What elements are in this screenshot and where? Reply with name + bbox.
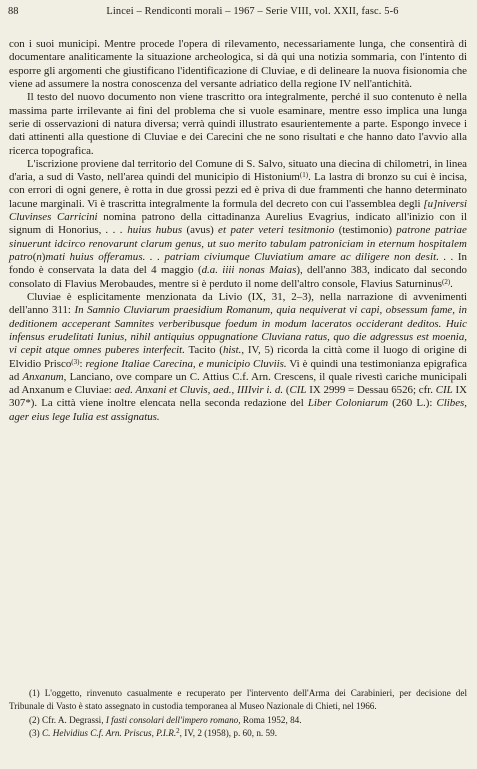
text-run: Tacito (	[184, 344, 223, 357]
text-run: .	[450, 277, 453, 290]
paragraph-1	[9, 38, 467, 91]
inscription-quote: n	[36, 251, 42, 263]
footnote-2	[9, 714, 467, 727]
text-run: Cluviae è esplicitamente menzionata da Livio (IX, 31, 2–3), nella narrazione di avvenimenti dell'anno 311:	[9, 290, 467, 317]
text-run: nomina patrono della cittadinanza Aurelius Evagrius, indicato all'inizio con il signum di Honorius,	[9, 211, 467, 237]
paragraph-1-text: con i suoi municipi. Mentre procede l'opera di rilevamento, necessariamente lunga, che consentirà di documentare analiticamente la situazione archeologica, si dà qui una notizia sommaria, con l'intento di esporre gli argomenti che giustificano l'identificazione di Cluviae, e di delineare la nuova fisionomia che viene ad assumere la nostra conoscenza del versante adriatico della regione IV nell'antichità.	[9, 38, 467, 90]
footnote-title: I fasti consolari dell'impero romano	[105, 714, 239, 725]
text-run: (avus)	[182, 224, 219, 237]
paragraph-3	[9, 158, 467, 291]
footnotes	[9, 687, 467, 741]
page-number: 88	[8, 6, 19, 17]
italic-term: CIL	[289, 384, 307, 397]
footnote-text: , Roma 1952, 84.	[238, 714, 302, 725]
footnote-3	[9, 727, 467, 740]
italic-term: hist.	[222, 344, 242, 357]
text-run: L'iscrizione proviene dal territorio del Comune di S. Salvo, situato una diecina di chilometri, in linea d'aria, a sud di Vasto, nell'area quindi del municipio di Histonium	[9, 157, 467, 184]
footnote-text: (2) Cfr. A. Degrassi,	[29, 714, 106, 725]
footnote-1	[9, 687, 467, 714]
text-run: :	[79, 357, 86, 370]
running-header	[8, 4, 469, 20]
inscription-quote: mati huius offeramus. . . patriam civiumque Cluviatium amare ac diligere non desit. . .	[45, 251, 454, 263]
text-run: IX 307*). La città viene inoltre elencata nella seconda redazione del	[9, 384, 467, 410]
footnote-ref-3: (3)	[71, 357, 80, 366]
footnote-text: , IV, 2 (1958), p. 60, n. 59.	[179, 728, 277, 739]
inscription-quote: . . . huius hubus	[105, 224, 183, 237]
text-run: In fondo è conservata la data del 4 maggio (	[9, 251, 467, 277]
inscription-quote: aed. Anxani et Cluvis, aed., IIIIvir i. d.	[114, 384, 284, 397]
paragraph-4	[9, 291, 467, 424]
inscription-quote: et pater veteri tesitmonio	[218, 224, 335, 237]
footnote-text: (1) L'oggetto, rinvenuto casualmente e recuperato per l'intervento dell'Arma dei Carabinieri, per decisione del Tribunale di Vasto è stato assegnato in custodia temporanea al Museo Nazionale di Chieti, nel 1966.	[9, 688, 467, 712]
footnote-title: C. Helvidius C.f. Arn. Priscus, P.I.R.	[42, 728, 177, 739]
text-run: (	[32, 251, 37, 263]
footnote-text: (3)	[29, 728, 43, 739]
text-run: (	[283, 384, 290, 397]
italic-term: Anxanum	[22, 370, 64, 383]
date-formula: d.a. iiii nonas Maias	[201, 264, 297, 277]
text-run: (testimonio)	[334, 224, 397, 237]
text-run: , IV, 5) ricorda la città come il luogo di origine di Elvidio Prisco	[9, 344, 467, 370]
running-title: Lincei – Rendiconti morali – 1967 – Serie VIII, vol. XXII, fasc. 5-6	[106, 6, 399, 17]
italic-term: CIL	[435, 384, 453, 397]
italic-quote: [u]niversi Cluvinses Carricini	[9, 197, 467, 224]
footnote-ref-1: (1)	[299, 171, 309, 180]
inscription-quote: patrone patriae sinuerunt idcirco renovarunt clarum genus, ut suo merito tabulam patroniciam in eternum hospitalem patro	[9, 224, 467, 263]
tacitus-quote: regione Italiae Carecina, e municipio Cluviis.	[85, 357, 287, 370]
footnote-superscript: 2	[176, 727, 180, 736]
text-run: IX 2999 = Dessau 6526; cfr.	[306, 384, 436, 397]
footnote-ref-2: (2)	[441, 277, 451, 286]
text-run: . La lastra di bronzo su cui è incisa, con errori di ogni genere, è rotta in due grossi pezzi ed è priva di due frammenti che hanno determinato lacune marginali. Vi è trascritta integralmente la formula del decreto con cui l'assemblea degli	[9, 171, 467, 210]
italic-term: Liber Coloniarum	[307, 397, 389, 410]
text-run: )	[41, 251, 46, 263]
livy-quote: In Samnio Cluviarum praesidium Romanum, quia nequiverat vi capi, obsessum fame, in deditionem acceperant Samnites verberibusque foedum in modum laceratos occiderant deditos. Huic infensus erudelitati Iunius, nihil antiquius oppugnatione Cluviana ratus, quo die adgressus est moenia, vi cepit atque omnes puberes interfecit.	[9, 304, 467, 357]
paragraph-2	[9, 91, 467, 158]
text-run: (260 L.):	[388, 397, 437, 410]
main-text	[9, 38, 467, 424]
text-run: , Lanciano, ove compare un C. Attius C.f. Arn. Crescens, il quale rivestì cariche municipali ad Anxanum e Cluviae:	[9, 370, 467, 397]
text-run: Vi è quindi una testimonianza epigrafica ad	[9, 357, 468, 383]
paragraph-2-text: Il testo del nuovo documento non viene trascritto ora integralmente, perché il suo contenuto è nella massima parte irrilevante ai fini del problema che si vuole esaminare, mentre esso implica una lunga serie di osservazioni di natura diversa; verrà quindi illustrato esaurientemente a parte. Espongo invece i dati attinenti alla questione di Cluviae e dei Carecini che ne sono risultati e che hanno dato l'avvio alla ricerca topografica.	[9, 91, 467, 157]
text-run: ), dell'anno 383, indicato dal secondo consolato di Flavius Merobaudes, mentre si è perduto il nome dell'altro console, Flavius Saturninus	[9, 264, 467, 290]
liber-coloniarum-quote: Clibes, ager eius lege Iulia est assignatus.	[9, 397, 467, 423]
